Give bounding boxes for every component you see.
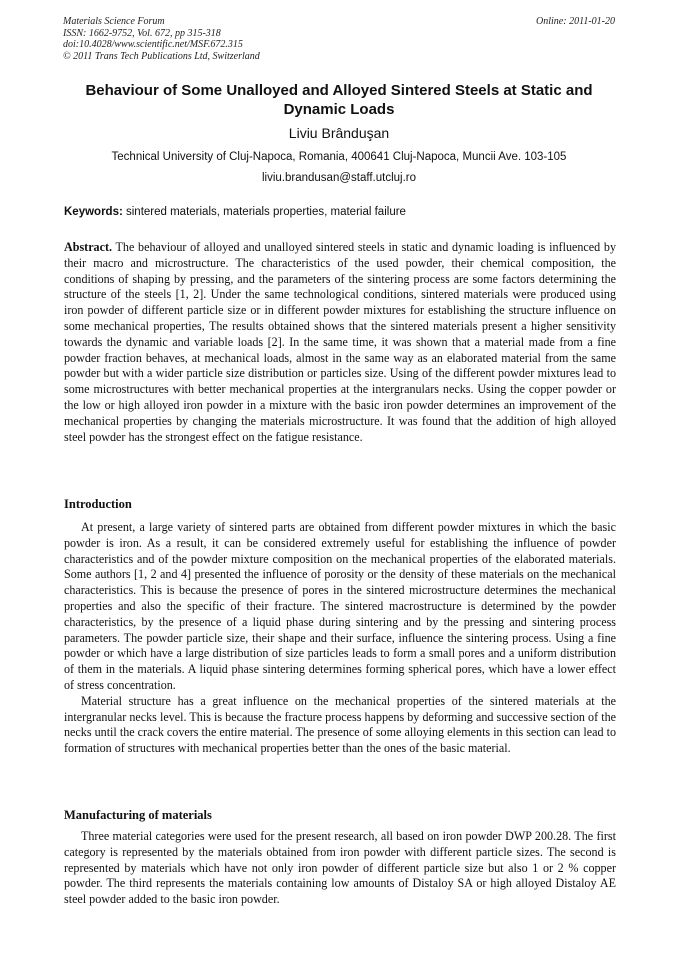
- journal-name: Materials Science Forum: [63, 16, 165, 27]
- keywords-line: [64, 205, 616, 219]
- manufacturing-paragraph: Three material categories were used for the present research, all based on iron powder DWP 200.28. The first category is represented by the materials obtained from iron powder with different particle sizes. The second is represented by materials which have not only iron powder of different particle size but also 1 or 2 % copper powder. The third represents the materials containing low amounts of Distaloy SA or high alloyed Distaloy AE steel powder added to the basic iron powder.: [64, 829, 616, 907]
- doi-line: doi:10.4028/www.scientific.net/MSF.672.315: [63, 39, 243, 50]
- copyright-line: © 2011 Trans Tech Publications Ltd, Switzerland: [63, 50, 260, 62]
- introduction-heading: Introduction: [64, 497, 132, 511]
- paper-title: Behaviour of Some Unalloyed and Alloyed Sintered Steels at Static and Dynamic Loads: [85, 82, 593, 118]
- manufacturing-body: [64, 829, 616, 908]
- keywords-text: sintered materials, materials properties, material failure: [122, 206, 406, 218]
- introduction-paragraph: At present, a large variety of sintered parts are obtained from different powder mixtures in which the basic powder is iron. As a result, it can be considered extremely useful for establishing the influence of powder characteristics and of the powder mixture composition on the mechanical properties of the elaborated materials. Some authors [1, 2 and 4] presented the influence of porosity or the density of these materials on the mechanical characteristics. This is because the presence of pores in the sintered microstructure determines the mechanical properties and also the specific of their fracture. The sintered macrostructure is determined by the powder characteristics, by the presence of a liquid phase during sintering and by the pressing and sintering process parameters. The powder particle size, their shape and their surface, influence the sintering process. Using a fine powder or which have a large distribution of size particles leads to form a small pores and a uniform distribution of them in the materials. A liquid phase sintering determines forming spherical pores, which have a lower effect of stress concentration.: [64, 520, 616, 692]
- manufacturing-heading: Manufacturing of materials: [64, 808, 212, 822]
- introduction-body: [64, 520, 616, 757]
- keywords-label: Keywords:: [64, 206, 123, 218]
- publication-info: [63, 16, 615, 62]
- abstract-label: Abstract.: [64, 240, 113, 254]
- author-affiliation: Technical University of Cluj-Napoca, Romania, 400641 Cluj-Napoca, Muncii Ave. 103-105: [111, 151, 567, 163]
- abstract-text: The behaviour of alloyed and unalloyed sintered steels in static and dynamic loading is influenced by their macro and microstructure. The characteristics of the used powder, their chemical composition, the conditions of shaping by pressing, and the parameters of the sintering process are some factors determining the structure of the steels [1, 2]. Under the same technological conditions, sintered materials were produced using iron powder of different particle size or in different powder mixtures for establishing the structure influence on some mechanical properties, The results obtained shows that the sintered materials present a higher sensitivity towards the dynamic and variable loads [2]. In the same time, it was shown that a material made from a fine powder fraction behaves, at mechanical loads, almost in the same way as an elaborated material from the same powder but with a wider particle size distribution or particles size. Using of the different powder mixtures lead to some microstructures with better mechanical properties at the intergranulars necks. Using the copper powder or the low or high alloyed iron powder in a mixture with the basic iron powder determines an improvement of the mechanical properties by changing the materials microstructure. It was found that the addition of high alloyed steel powder has the strongest effect on the fatigue resistance.: [64, 240, 616, 444]
- author-email: liviu.brandusan@staff.utcluj.ro: [261, 172, 416, 184]
- abstract: [64, 240, 616, 445]
- introduction-paragraph: Material structure has a great influence on the mechanical properties of the sintered materials at the intergranular necks level. This is because the fracture process happens by deforming and successive section of the necks until the crack covers the entire material. The presence of some alloying elements in this section can lead to formation of structures with mechanical properties better than the ones of the basic material.: [64, 693, 616, 756]
- issn-line: ISSN: 1662-9752, Vol. 672, pp 315-318: [63, 27, 221, 39]
- journal-header: [63, 16, 615, 62]
- online-date: Online: 2011-01-20: [536, 16, 615, 27]
- author-name: Liviu Brânduşan: [288, 125, 390, 141]
